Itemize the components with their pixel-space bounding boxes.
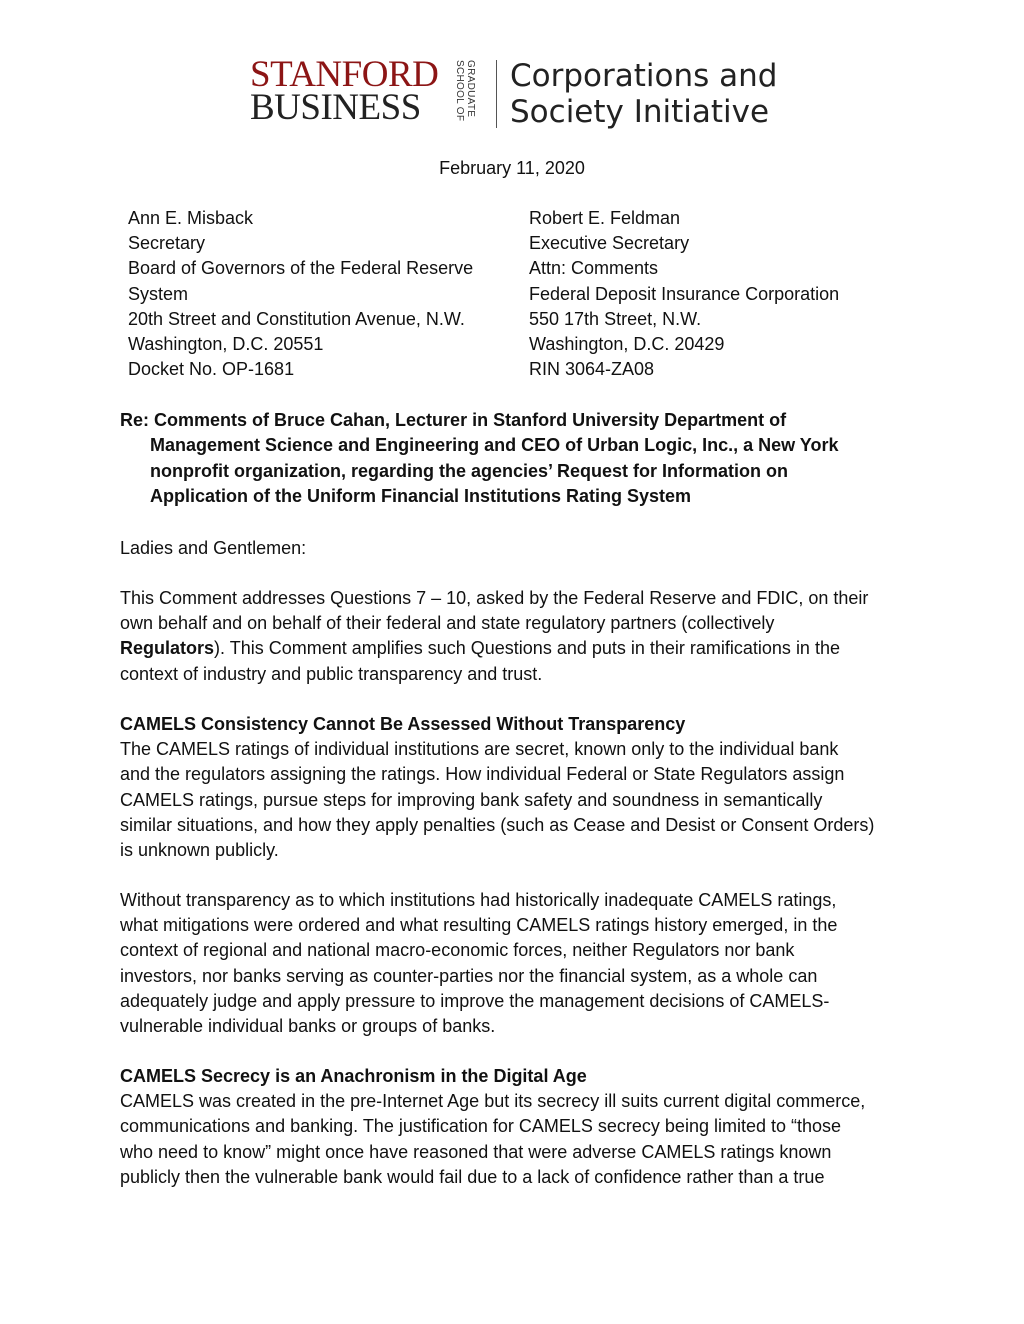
address-line: Docket No. OP-1681 — [128, 359, 295, 380]
initiative-name — [510, 58, 777, 130]
paragraph-line: context of industry and public transparency and trust. — [120, 663, 543, 684]
transparency-paragraph-2 — [120, 888, 837, 1039]
paragraph-line: is unknown publicly. — [120, 840, 279, 861]
logo-stanford: STANFORD — [250, 54, 439, 95]
address-line: Attn: Comments — [529, 258, 659, 279]
address-line: Ann E. Misback — [128, 208, 254, 228]
paragraph-line: investors, nor banks serving as counter-parties nor the financial system, as a whole can — [120, 965, 818, 986]
section-secrecy — [120, 1064, 865, 1190]
paragraph-line: The CAMELS ratings of individual institutions are secret, known only to the individual bank — [120, 739, 839, 760]
paragraph-line: adequately judge and apply pressure to improve the management decisions of CAMELS- — [120, 990, 830, 1011]
paragraph-line-rest: ). This Comment amplifies such Questions and puts in their ramifications in the — [214, 638, 840, 659]
salutation-text: Ladies and Gentlemen: — [120, 538, 307, 558]
address-line: 550 17th Street, N.W. — [529, 308, 702, 329]
subject-line — [120, 408, 838, 509]
address-line: Federal Deposit Insurance Corporation — [529, 283, 840, 304]
address-line: RIN 3064-ZA08 — [529, 359, 655, 380]
paragraph-line: vulnerable individual banks or groups of banks. — [120, 1016, 496, 1037]
subject-line-text: Management Science and Engineering and CEO of Urban Logic, Inc., a New York — [150, 435, 839, 456]
logo-school-of: SCHOOL OF — [454, 60, 465, 122]
letter-date: February 11, 2020 — [439, 158, 585, 178]
address-line: Robert E. Feldman — [529, 208, 681, 228]
logo-business: BUSINESS — [250, 87, 421, 128]
subject-line-text: nonprofit organization, regarding the agencies’ Request for Information on — [150, 460, 789, 481]
section-transparency — [120, 712, 874, 863]
graduate-school-of-label — [454, 60, 480, 126]
paragraph-line: who need to know” might once have reasoned that were adverse CAMELS ratings known — [120, 1141, 832, 1162]
address-line: System — [128, 283, 189, 304]
logo-graduate: GRADUATE — [465, 60, 476, 118]
paragraph-line: This Comment addresses Questions 7 – 10, asked by the Federal Reserve and FDIC, on their — [120, 588, 869, 608]
paragraph-line — [120, 636, 868, 661]
initiative-line-1: Corporations and — [510, 58, 778, 94]
paragraph-line: communications and banking. The justification for CAMELS secrecy being limited to “those — [120, 1116, 842, 1137]
stanford-gsb-logo — [250, 54, 450, 130]
address-line: 20th Street and Constitution Avenue, N.W. — [128, 308, 465, 329]
initiative-line-2: Society Initiative — [510, 94, 770, 130]
paragraph-line: and the regulators assigning the ratings. How individual Federal or State Regulators assign — [120, 764, 845, 785]
address-line: Washington, D.C. 20429 — [529, 334, 725, 355]
recipient-address-right — [529, 206, 839, 382]
address-line: Board of Governors of the Federal Reserve — [128, 258, 474, 279]
paragraph-line: Without transparency as to which institutions had historically inadequate CAMELS ratings, — [120, 890, 837, 910]
address-line: Secretary — [128, 233, 206, 254]
paragraph-line: what mitigations were ordered and what resulting CAMELS ratings history emerged, in the — [120, 915, 838, 936]
address-line: Executive Secretary — [529, 233, 690, 254]
subject-line-text: Re: Comments of Bruce Cahan, Lecturer in Stanford University Department of — [120, 410, 787, 430]
regulators-term: Regulators — [120, 638, 215, 659]
intro-paragraph — [120, 586, 868, 687]
paragraph-line: context of regional and national macro-economic forces, neither Regulators nor bank — [120, 940, 795, 961]
section-heading: CAMELS Consistency Cannot Be Assessed Without Transparency — [120, 714, 686, 734]
letterhead-divider — [496, 60, 497, 128]
paragraph-line: CAMELS ratings, pursue steps for improving bank safety and soundness in semantically — [120, 789, 823, 810]
address-line: Washington, D.C. 20551 — [128, 334, 324, 355]
paragraph-line: own behalf and on behalf of their federal and state regulatory partners (collectively — [120, 613, 775, 634]
paragraph-line: CAMELS was created in the pre-Internet Age but its secrecy ill suits current digital commerce, — [120, 1091, 866, 1112]
salutation — [120, 536, 306, 561]
recipient-address-left — [128, 206, 473, 382]
paragraph-line: similar situations, and how they apply penalties (such as Cease and Desist or Consent Orders) — [120, 814, 875, 835]
paragraph-line: publicly then the vulnerable bank would fail due to a lack of confidence rather than a true — [120, 1166, 825, 1187]
subject-line-text: Application of the Uniform Financial Institutions Rating System — [150, 485, 692, 506]
section-heading: CAMELS Secrecy is an Anachronism in the Digital Age — [120, 1066, 587, 1086]
